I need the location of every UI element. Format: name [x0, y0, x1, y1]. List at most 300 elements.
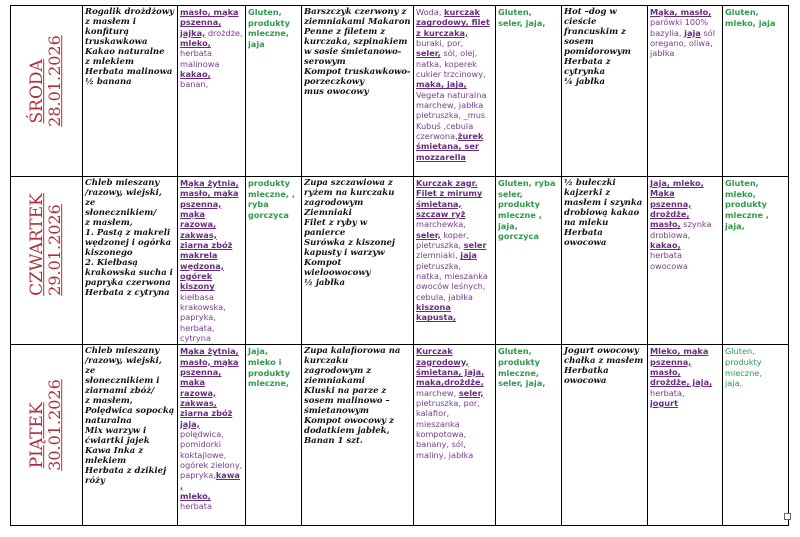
- day-name: ŚRODA: [27, 58, 48, 124]
- day-friday-lunch-ingredients: [414, 345, 496, 526]
- ingredient-line: [416, 209, 493, 219]
- ingredient-line: [650, 377, 720, 387]
- dish-line: z masłem i: [85, 17, 136, 28]
- day-name: PIĄTEK: [27, 402, 48, 469]
- dish-line: Surówka z kiszonej: [304, 238, 395, 249]
- day-friday-lunch-dish: [302, 345, 414, 526]
- dish-line: /razowy, wiejski, ze: [85, 356, 162, 377]
- ingredient-text: ogórek zielony,: [180, 459, 243, 470]
- ingredient-text: banan,: [180, 79, 209, 90]
- allergen-ingredient: kawa ,: [180, 470, 240, 491]
- ingredient-line: [416, 346, 493, 356]
- allergen-ingredient: seler,: [416, 229, 441, 240]
- day-label: [27, 193, 65, 297]
- ingredient-line: [416, 261, 493, 271]
- dish-line: ½ banana: [85, 77, 132, 88]
- dish-line: kapusty i warzyw: [304, 248, 385, 259]
- allergen-ingredient: makrela: [180, 250, 218, 261]
- ingredient-line: [416, 28, 493, 38]
- ingredient-line: [650, 388, 720, 398]
- ingredient-text: buraki, por,: [416, 37, 464, 48]
- ingredient-line: [180, 398, 243, 408]
- ingredient-line: [416, 230, 493, 240]
- ingredient-text: natka, koperek: [416, 58, 477, 69]
- ingredient-line: [180, 199, 243, 209]
- allergen-ingredient: drożdże, jaja,: [650, 377, 713, 388]
- dish-line: zagrodowym: [304, 198, 364, 209]
- ingredient-text: malinowa: [180, 58, 220, 69]
- ingredient-text: marchew,: [416, 387, 459, 398]
- allergen-line: produkty: [725, 199, 767, 210]
- dish-line: ziemniakami Makaron: [304, 17, 411, 28]
- day-thursday-lunch-ingredients: [414, 177, 496, 345]
- day-thursday-breakfast-dish: [83, 177, 178, 345]
- ingredient-text: maliny, jabłka: [416, 449, 474, 460]
- allergen-ingredient: zagrodowy,: [416, 356, 469, 367]
- ingredient-line: [416, 388, 493, 398]
- ingredient-text: pomidorki: [180, 439, 222, 450]
- allergen-ingredient: szczaw ryż: [416, 208, 466, 219]
- allergen-ingredient: Mąka żytnia,: [180, 178, 239, 188]
- allergen-line: seler, jaja,: [498, 17, 546, 28]
- ingredient-line: [650, 17, 720, 27]
- dish-line: porzeczkowy: [304, 77, 365, 88]
- ingredient-line: [180, 470, 243, 491]
- dish-line: kurczaku: [304, 356, 349, 367]
- dish-line: francuskim z: [564, 27, 626, 38]
- allergen-line: gorczyca: [498, 231, 539, 242]
- ingredient-text: natka, mieszanka: [416, 270, 488, 281]
- dish-line: Ziemniaki: [304, 208, 352, 219]
- allergen-ingredient: kiszona: [416, 301, 451, 312]
- ingredient-line: [650, 178, 720, 188]
- allergen-ingredient: masło, mąka: [180, 188, 239, 199]
- allergen-ingredient: zakwas,: [180, 229, 217, 240]
- ingredient-line: [650, 357, 720, 367]
- allergen-ingredient: mleko,: [180, 490, 211, 501]
- allergen-ingredient: drożdże,: [650, 208, 690, 219]
- ingredient-line: [650, 7, 720, 17]
- ingredient-line: [416, 110, 493, 120]
- allergen-ingredient: mąka razowa,: [180, 377, 217, 398]
- dish-line: z masłem,: [85, 218, 133, 229]
- ingredient-line: [180, 59, 243, 69]
- ingredient-line: [416, 377, 493, 387]
- allergen-line: mleczne,: [248, 378, 290, 389]
- allergen-line: jaja: [248, 38, 265, 49]
- ingredient-text: herbata,: [650, 387, 685, 398]
- dish-line: Herbata z cytryna: [85, 288, 170, 299]
- allergen-line: mleczne ,: [498, 209, 542, 220]
- ingredient-line: [180, 261, 243, 271]
- ingredient-line: [180, 333, 243, 343]
- ingredient-line: [650, 38, 720, 48]
- ingredient-text: papryka,: [180, 470, 216, 481]
- dish-line: sosem: [564, 37, 594, 48]
- ingredient-line: [180, 178, 243, 188]
- dish-line: śmietanowym: [304, 406, 369, 417]
- ingredient-line: [180, 38, 243, 48]
- dish-line: z mlekiem: [85, 57, 134, 68]
- dish-line: kajzerki z: [564, 188, 611, 199]
- allergen-ingredient: seler,: [458, 387, 484, 398]
- dish-line: Herbata z dzikiej: [85, 466, 167, 477]
- allergen-ingredient: masło, mąka: [180, 356, 239, 367]
- ingredient-line: [180, 312, 243, 322]
- ingredient-text: krakowska,: [180, 301, 226, 312]
- allergen-line: produkty: [498, 356, 540, 367]
- ingredient-text: koper,: [440, 229, 469, 240]
- dish-line: mlekiem: [85, 456, 127, 467]
- allergen-ingredient: mąka razowa,: [180, 208, 217, 230]
- allergen-ingredient: pszenna,: [650, 198, 692, 209]
- allergen-ingredient: Mąka, masło,: [650, 7, 712, 17]
- dish-line: ¼ jabłka: [564, 77, 606, 88]
- dish-line: Banan 1 szt.: [304, 436, 363, 447]
- dish-line: Herbata owocowa: [564, 228, 607, 249]
- allergen-line: mleko, jaja: [725, 17, 776, 28]
- day-friday-row: [11, 345, 789, 526]
- ingredient-line: [416, 178, 493, 188]
- dish-line: mus owocowy: [304, 87, 369, 98]
- day-wednesday-snack-allergens: [723, 6, 789, 177]
- day-friday-breakfast-ingredients: [178, 345, 246, 526]
- ingredient-text: ziemniaki,: [416, 250, 461, 261]
- allergen-line: jaja,: [498, 220, 518, 231]
- day-thursday-breakfast-allergens: [246, 177, 302, 345]
- ingredient-line: [180, 79, 243, 89]
- dish-line: Chleb mieszany: [85, 346, 160, 357]
- ingredient-line: [180, 429, 243, 439]
- day-thursday-label-cell: [11, 177, 83, 345]
- ingredient-text: cebula, jabłka: [416, 291, 473, 302]
- ingredient-line: [416, 152, 493, 162]
- allergen-ingredient: mozzarella: [416, 151, 466, 162]
- dish-line: ½ bułeczki: [564, 178, 616, 188]
- ingredient-text: herbata: [180, 48, 213, 59]
- ingredient-line: [180, 188, 243, 198]
- allergen-ingredient: ziarna zbóż: [180, 239, 233, 250]
- ingredient-text: Woda,: [416, 7, 445, 17]
- allergen-line: mleczne,: [248, 28, 290, 39]
- day-wednesday-breakfast-dish: [83, 6, 178, 177]
- dish-line: Herbatka: [564, 366, 609, 377]
- dish-line: ćwiartki jajek: [85, 436, 150, 447]
- allergen-ingredient: zagrodowy, filet: [416, 17, 490, 28]
- ingredient-line: [416, 199, 493, 209]
- allergen-ingredient: pszenna,: [180, 366, 222, 377]
- ingredient-text: pietruszka,: [416, 260, 462, 271]
- allergen-ingredient: Mąka: [650, 188, 675, 199]
- allergen-line: produkty: [248, 367, 290, 378]
- dish-line: cytrynka: [564, 67, 606, 78]
- dish-line: ryżem na kurczaku: [304, 188, 395, 199]
- ingredient-line: [416, 90, 493, 100]
- ingredient-line: [416, 250, 493, 260]
- allergen-ingredient: pszenna,: [650, 356, 692, 367]
- ingredient-text: koktajlowe,: [180, 449, 227, 460]
- dish-line: wędzonej i ogórka: [85, 238, 172, 249]
- allergen-ingredient: jaja: [460, 250, 477, 261]
- ingredient-line: [650, 398, 720, 408]
- allergen-line: produkty: [248, 178, 290, 188]
- allergen-line: produkty: [248, 17, 290, 28]
- dish-line: papryka czerwona: [85, 278, 171, 289]
- day-date: 29.01.2026: [45, 204, 65, 297]
- ingredient-text: banany, sól,: [416, 439, 466, 450]
- ingredient-line: [416, 131, 493, 141]
- dish-line: z masłem,: [85, 396, 133, 407]
- allergen-ingredient: śmietana, ser: [416, 141, 479, 152]
- allergen-line: jaja,: [725, 378, 743, 389]
- ingredient-line: [416, 281, 493, 291]
- dish-line: róży: [85, 476, 105, 487]
- ingredient-line: [416, 292, 493, 302]
- ingredient-text: pietruszka, _mus: [416, 110, 486, 121]
- allergen-line: Gluten,: [725, 346, 755, 357]
- dish-line: chałka z masłem: [564, 356, 644, 367]
- dish-line: Filet z ryby w panierce: [304, 218, 368, 239]
- day-thursday-lunch-allergens: [496, 177, 562, 345]
- ingredient-line: [416, 271, 493, 281]
- ingredient-line: [416, 17, 493, 27]
- ingredient-line: [416, 48, 493, 58]
- ingredient-line: [416, 59, 493, 69]
- ingredient-text: drobiowa,: [650, 229, 691, 240]
- day-name: CZWARTEK: [27, 193, 48, 297]
- ingredient-text: polędwica,: [180, 428, 224, 439]
- day-label: [27, 379, 65, 471]
- ingredient-line: [650, 240, 720, 250]
- day-friday-snack-dish: [562, 345, 648, 526]
- allergen-line: mleko,: [725, 188, 756, 199]
- ingredient-line: [416, 38, 493, 48]
- dish-line: Jogurt owocowy: [564, 346, 639, 357]
- ingredient-text: mieszanka: [416, 418, 460, 429]
- day-friday-label-cell: [11, 345, 83, 526]
- allergen-ingredient: mąka, jaja,: [416, 79, 467, 90]
- allergen-ingredient: pszenna,: [180, 17, 222, 28]
- ingredient-line: [180, 450, 243, 460]
- day-thursday-snack-dish: [562, 177, 648, 345]
- dish-line: Zupa szczawiowa z: [304, 178, 393, 188]
- ingredient-line: [180, 408, 243, 418]
- ingredient-line: [650, 230, 720, 240]
- ingredient-line: [180, 17, 243, 27]
- ingredient-line: [650, 261, 720, 271]
- ingredient-line: [416, 312, 493, 322]
- day-friday-snack-allergens: [723, 345, 789, 526]
- allergen-ingredient: z kurczaka,: [416, 27, 469, 38]
- dish-line: Polędwica sopocką: [85, 406, 175, 417]
- day-wednesday-row: [11, 6, 789, 177]
- ingredient-line: [180, 28, 243, 38]
- table-resize-handle[interactable]: [784, 513, 791, 520]
- day-wednesday-lunch-dish: [302, 6, 414, 177]
- ingredient-line: [180, 240, 243, 250]
- dish-line: kiszonego: [85, 248, 133, 259]
- ingredient-line: [416, 439, 493, 449]
- allergen-ingredient: śmietana,: [416, 198, 462, 209]
- ingredient-line: [180, 69, 243, 79]
- dish-line: truskawkowa: [85, 37, 148, 48]
- ingredient-line: [180, 419, 243, 429]
- ingredient-line: [416, 302, 493, 312]
- day-label: [27, 34, 65, 127]
- allergen-ingredient: kapusta,: [416, 312, 457, 323]
- dish-line: Kompot truskawkowo-: [304, 67, 411, 78]
- weekly-menu-sheet: [10, 5, 788, 515]
- dish-line: Barszczyk czerwony z: [304, 7, 407, 17]
- ingredient-text: owocowa: [650, 260, 688, 271]
- ingredient-text: czerwona,: [416, 130, 458, 141]
- allergen-line: Gluten, ryba: [498, 178, 556, 188]
- day-wednesday-lunch-allergens: [496, 6, 562, 177]
- dish-line: masłem i szynka: [564, 198, 643, 209]
- dish-line: Herbata z: [564, 57, 611, 68]
- day-wednesday-lunch-ingredients: [414, 6, 496, 177]
- allergen-ingredient: seler: [463, 239, 487, 250]
- dish-line: Kakao naturalne: [85, 47, 165, 58]
- day-wednesday-label-cell: [11, 6, 83, 177]
- dish-line: cieście: [564, 17, 597, 28]
- ingredient-text: bazylia,: [650, 27, 685, 38]
- ingredient-line: [416, 398, 493, 408]
- ingredient-text: herbata,: [180, 322, 215, 333]
- allergen-ingredient: jogurt: [650, 397, 679, 408]
- ingredient-line: [180, 271, 243, 281]
- dish-line: drobiową kakao: [564, 208, 640, 219]
- dish-line: kurczaka, szpinakiem: [304, 37, 408, 48]
- ingredient-line: [416, 357, 493, 367]
- day-friday-breakfast-allergens: [246, 345, 302, 526]
- dish-line: Hot –dog w: [564, 7, 617, 17]
- allergen-ingredient: masło,: [650, 219, 681, 230]
- ingredient-text: drożdże,: [205, 27, 243, 38]
- day-thursday-breakfast-ingredients: [178, 177, 246, 345]
- ingredient-line: [180, 48, 243, 58]
- allergen-line: mleczne,: [498, 367, 540, 378]
- allergen-line: gorczyca: [248, 209, 289, 220]
- ingredient-line: [650, 199, 720, 209]
- day-thursday-snack-allergens: [723, 177, 789, 345]
- ingredient-text: marchewka,: [416, 219, 466, 230]
- ingredient-line: [180, 209, 243, 230]
- allergen-line: seler, jaja,: [498, 378, 546, 389]
- allergen-ingredient: jaja,: [180, 418, 200, 429]
- allergen-ingredient: kiszony: [180, 281, 215, 292]
- dish-line: Mix warzyw i: [85, 426, 147, 437]
- ingredient-line: [180, 346, 243, 356]
- allergen-line: Gluten,: [498, 346, 532, 357]
- ingredient-text: parówki 100%: [650, 17, 709, 28]
- allergen-line: jaja,: [725, 220, 745, 231]
- dish-line: ½ jabłka: [304, 278, 346, 289]
- dish-line: /razowy, wiejski, ze: [85, 188, 162, 209]
- allergen-ingredient: mleko,: [180, 37, 211, 48]
- allergen-ingredient: jajka,: [180, 27, 206, 38]
- ingredient-text: kiełbasa: [180, 291, 214, 302]
- dish-line: Kluski na parze z: [304, 386, 387, 397]
- allergen-ingredient: seler,: [416, 48, 441, 59]
- ingredient-line: [650, 250, 720, 260]
- day-thursday-snack-ingredients: [648, 177, 723, 345]
- day-friday-snack-ingredients: [648, 345, 723, 526]
- dish-line: Zupa kalafiorowa na: [304, 346, 401, 357]
- allergen-line: seler,: [498, 188, 523, 199]
- day-wednesday-snack-dish: [562, 6, 648, 177]
- ingredient-line: [180, 292, 243, 302]
- ingredient-line: [650, 188, 720, 198]
- ingredient-line: [650, 28, 720, 38]
- ingredient-text: cytryna: [180, 332, 211, 343]
- dish-line: Kompot owocowy z: [304, 416, 394, 427]
- ingredient-text: cukier trzcinowy,: [416, 68, 486, 79]
- ingredient-line: [180, 281, 243, 291]
- ingredient-line: [416, 7, 493, 17]
- allergen-ingredient: masło,: [650, 366, 681, 377]
- ingredient-line: [416, 450, 493, 460]
- allergen-line: Gluten,: [498, 7, 532, 17]
- allergen-line: produkty: [498, 199, 540, 210]
- allergen-line: mleczne,: [725, 367, 762, 378]
- allergen-ingredient: Filet z mirumy: [416, 188, 483, 199]
- ingredient-line: [416, 429, 493, 439]
- ingredient-text: herbata: [180, 501, 213, 512]
- dish-line: Herbata malinowa: [85, 67, 173, 78]
- dish-line: Rogalik drożdżowy: [85, 7, 175, 17]
- ingredient-text: papryka,: [180, 312, 216, 323]
- ingredient-line: [416, 240, 493, 250]
- allergen-ingredient: wędzona,: [180, 260, 224, 271]
- allergen-line: mleczne, , ryba: [248, 188, 295, 210]
- allergen-ingredient: zakwas,: [180, 397, 217, 408]
- ingredient-text: herbata: [650, 250, 683, 261]
- ingredient-line: [416, 121, 493, 131]
- dish-line: naturalna: [85, 416, 132, 427]
- dish-line: Kompot: [304, 258, 342, 269]
- ingredient-line: [650, 219, 720, 229]
- day-friday-lunch-allergens: [496, 345, 562, 526]
- day-friday-breakfast-dish: [83, 345, 178, 526]
- allergen-ingredient: mąka,drożdże,: [416, 377, 484, 388]
- ingredient-line: [180, 491, 243, 512]
- ingredient-text: kalafior,: [416, 408, 450, 419]
- dish-line: 1. Pastą z makreli: [85, 228, 171, 239]
- day-wednesday-snack-ingredients: [648, 6, 723, 177]
- ingredient-line: [180, 323, 243, 333]
- ingredient-text: Vegeta naturalna: [416, 89, 487, 100]
- dish-line: serowym: [304, 57, 346, 68]
- dish-line: w sosie śmietanowo-: [304, 47, 402, 58]
- ingredient-line: [416, 79, 493, 89]
- allergen-line: Gluten,: [725, 7, 759, 17]
- ingredient-text: marchew, jabłka: [416, 99, 484, 110]
- dish-line: konfiturą: [85, 27, 130, 38]
- dish-line: krakowska sucha i: [85, 268, 173, 279]
- ingredient-text: kompotowa,: [416, 428, 467, 439]
- ingredient-text: sól: [700, 27, 715, 38]
- day-wednesday-breakfast-allergens: [246, 6, 302, 177]
- allergen-ingredient: kakao,: [650, 239, 681, 250]
- dish-line: słonecznikiem/: [85, 208, 157, 219]
- ingredient-text: sól, olej,: [440, 48, 478, 59]
- allergen-ingredient: Kurczak: [416, 346, 453, 357]
- ingredient-line: [180, 460, 243, 470]
- allergen-line: Gluten,: [725, 178, 759, 188]
- ingredient-line: [416, 188, 493, 198]
- allergen-ingredient: ogórek: [180, 270, 213, 281]
